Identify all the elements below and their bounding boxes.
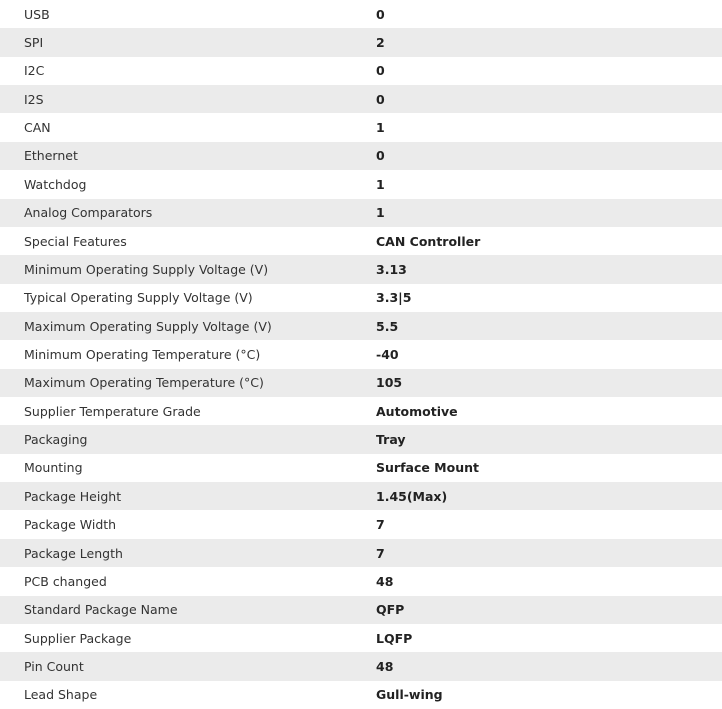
spec-value: 48 [376,658,394,674]
spec-name: Special Features [24,233,127,249]
table-row [0,227,722,255]
spec-value: 7 [376,517,385,533]
spec-name: Lead Shape [24,687,98,703]
spec-name: Package Height [24,488,122,504]
table-row [0,510,722,538]
table-row [0,596,722,624]
spec-name: PCB changed [24,573,107,589]
table-row [0,85,722,113]
table-row [0,482,722,510]
table-row [0,652,722,680]
table-row [0,312,722,340]
table-row [0,454,722,482]
table-row [0,0,722,28]
spec-name: Analog Comparators [24,205,153,221]
spec-name: USB [24,6,50,22]
spec-value: 1 [376,120,385,136]
table-row [0,255,722,283]
spec-name: Watchdog [24,176,87,192]
spec-name: Minimum Operating Temperature (°C) [24,346,261,362]
spec-name: Typical Operating Supply Voltage (V) [24,290,253,306]
table-row [0,28,722,56]
spec-name: Maximum Operating Temperature (°C) [24,375,264,391]
spec-value: 1 [376,205,385,221]
table-row [0,340,722,368]
spec-name: Package Length [24,545,123,561]
spec-value: 5.5 [376,318,399,334]
spec-name: Maximum Operating Supply Voltage (V) [24,318,272,334]
spec-value: QFP [376,602,405,618]
table-row [0,624,722,652]
spec-name: SPI [24,35,44,51]
spec-name: Supplier Package [24,630,132,646]
table-row [0,199,722,227]
spec-value: 1.45(Max) [376,488,448,504]
spec-value: Gull-wing [376,687,443,703]
spec-value: 3.13 [376,261,407,277]
spec-value: LQFP [376,630,413,646]
spec-name: Packaging [24,432,88,448]
spec-value: Tray [376,432,406,448]
spec-name: I2S [24,91,44,107]
spec-name: Pin Count [24,658,84,674]
spec-value: 7 [376,545,385,561]
table-row [0,681,722,709]
spec-name: Standard Package Name [24,602,178,618]
spec-name: I2C [24,63,45,79]
table-row [0,425,722,453]
table-row [0,170,722,198]
table-row [0,369,722,397]
spec-value: 0 [376,148,385,164]
spec-value: 1 [376,176,385,192]
spec-value: Automotive [376,403,458,419]
spec-name: Supplier Temperature Grade [24,403,201,419]
spec-name: CAN [24,120,51,136]
table-row [0,567,722,595]
table-row [0,397,722,425]
table-row [0,57,722,85]
spec-value: 105 [376,375,403,391]
table-row [0,539,722,567]
table-row [0,113,722,141]
table-row [0,142,722,170]
spec-value: Surface Mount [376,460,479,476]
table-row [0,284,722,312]
spec-value: 48 [376,573,394,589]
spec-value: -40 [376,346,399,362]
spec-value: 0 [376,6,385,22]
spec-value: 0 [376,63,385,79]
spec-value: CAN Controller [376,233,481,249]
spec-name: Ethernet [24,148,78,164]
spec-value: 2 [376,35,385,51]
spec-value: 0 [376,91,385,107]
spec-name: Package Width [24,517,117,533]
spec-name: Mounting [24,460,83,476]
spec-name: Minimum Operating Supply Voltage (V) [24,261,269,277]
spec-value: 3.3|5 [376,290,412,306]
